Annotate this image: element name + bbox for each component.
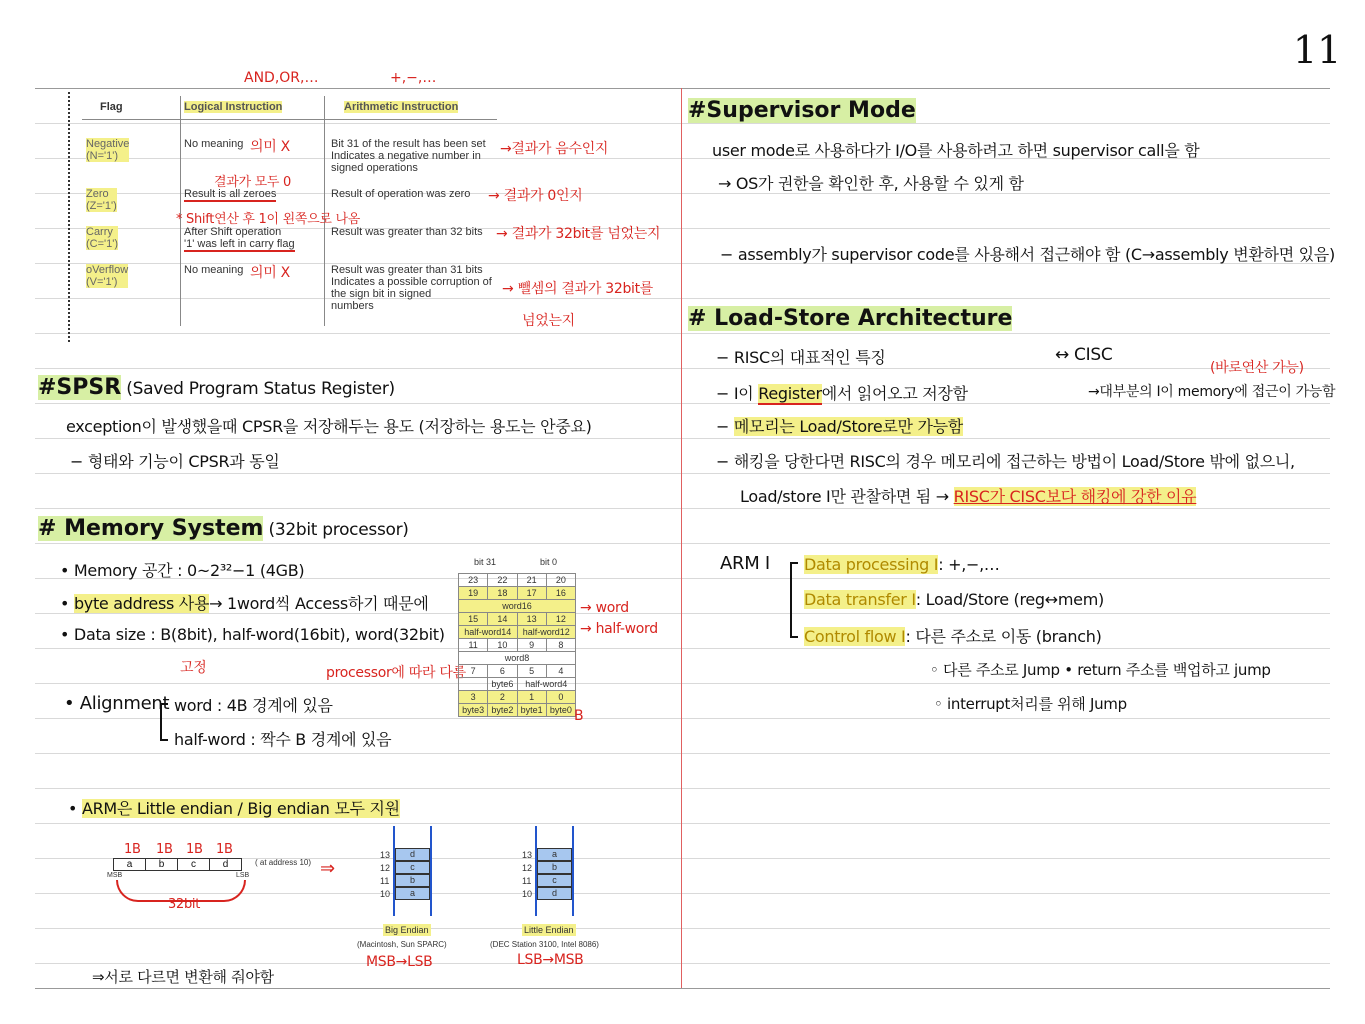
arith-overflow: Result was greater than 31 bits Indicates a possible corruption of the sign bit in signed numbers	[331, 264, 492, 312]
grid-cell: 19	[459, 587, 488, 600]
l5-hl: RISC가 CISC보다 해킹에 강한 이유	[953, 487, 1197, 506]
flag-overflow: oVerflow (V='1')	[86, 264, 129, 288]
left-dotted-line	[68, 92, 70, 342]
grid-row	[459, 678, 576, 691]
grid-cell: 14	[488, 613, 517, 626]
lsb-label: LSB	[236, 872, 250, 879]
header-arith: Arithmetic Instruction	[344, 101, 459, 113]
byte-d: d	[210, 859, 242, 871]
grid-cell: 6	[488, 665, 517, 678]
little-endian-note: LSB→MSB	[517, 952, 584, 968]
address-label: ( at address 10)	[255, 858, 312, 867]
grid-byte0: byte0	[546, 704, 575, 717]
byte-c: c	[178, 859, 210, 871]
little-endian-label: Little Endian	[524, 925, 574, 935]
loadstore-cisc-note: →대부분의 I이 memory에 접근이 가능함	[1088, 384, 1336, 400]
l5-pre: Load/store I만 관찰하면 됨 →	[740, 487, 954, 506]
spsr-line1: exception이 발생했을때 CPSR을 저장해두는 용도 (저장하는 용도는 안중요)	[66, 417, 592, 436]
byte-address-hl: byte address 사용	[73, 594, 210, 613]
annot-plus-minus: +,−,…	[390, 70, 437, 86]
grid-row	[459, 626, 576, 639]
grid-byte2: byte2	[488, 704, 517, 717]
arm-dp	[804, 555, 1000, 574]
little-cell-c: c	[537, 874, 572, 887]
grid-row	[459, 639, 576, 652]
l2-post: 에서 읽어오고 저장함	[821, 384, 968, 403]
spsr-subtitle: (Saved Program Status Register)	[126, 379, 395, 399]
spsr-line2: − 형태와 기능이 CPSR과 동일	[70, 452, 280, 471]
note-neg-arith: →결과가 음수인지	[500, 141, 609, 157]
byte-address-rest: → 1word씩 Access하기 때문에	[209, 594, 429, 613]
flag-carry: Carry (C='1')	[86, 226, 119, 250]
grid-row	[459, 613, 576, 626]
grid-bit31: bit 31	[474, 557, 497, 567]
grid-cell: 23	[459, 574, 488, 587]
big-addr-11: 11	[380, 876, 390, 886]
grid-cell: 20	[546, 574, 575, 587]
memory-bullet-byte	[60, 591, 429, 614]
loadstore-cisc-note-red: (바로연산 가능)	[1210, 360, 1304, 376]
endian-arrow: ⇒	[320, 858, 336, 879]
big-rail-r	[430, 826, 432, 916]
grid-cell: 18	[488, 587, 517, 600]
annot-and-or: AND,OR,…	[244, 70, 319, 86]
memory-bullet-space: • Memory 공간 : 0~2³²−1 (4GB)	[60, 561, 305, 580]
size-1b-a: 1B	[124, 842, 141, 857]
grid-word8: word8	[459, 652, 576, 665]
supervisor-line1: user mode로 사용하다가 I/O를 사용하려고 하면 supervisor call을 함	[712, 141, 1200, 160]
logical-negative: No meaning	[184, 138, 244, 150]
memory-subtitle: (32bit processor)	[268, 520, 409, 540]
memory-heading	[38, 516, 409, 541]
grid-row	[459, 587, 576, 600]
arm-dt	[804, 590, 1104, 609]
endian-conclusion: ⇒서로 다르면 변환해 줘야함	[92, 968, 274, 986]
grid-cell: 3	[459, 691, 488, 704]
big-endian-sub: (Macintosh, Sun SPARC)	[357, 940, 447, 949]
arm-dt-label: Data transfer I	[804, 590, 916, 609]
note-proc-dep: processor에 따라 다름	[326, 665, 466, 681]
big-cell-d: d	[395, 848, 430, 861]
note-fixed: 고정	[180, 660, 207, 676]
big-endian-note: MSB→LSB	[366, 954, 433, 970]
big-addr-13: 13	[380, 850, 391, 860]
little-addr-11: 11	[522, 876, 532, 886]
big-cell-a: a	[395, 887, 430, 900]
header-flag: Flag	[100, 101, 123, 113]
logical-carry: After Shift operation '1' was left in carry flag	[184, 226, 295, 250]
grid-hw12: half-word12	[517, 626, 576, 639]
grid-cell: 8	[546, 639, 575, 652]
loadstore-cisc: ↔ CISC	[1055, 345, 1113, 365]
big-cell-c: c	[395, 861, 430, 874]
big-addr-10: 10	[380, 889, 391, 899]
grid-cell: 22	[488, 574, 517, 587]
grid-cell: 9	[517, 639, 546, 652]
align-label: • Alignment	[64, 693, 170, 714]
little-addr-10: 10	[522, 889, 533, 899]
arm-sub2: ◦ interrupt처리를 위해 Jump	[934, 695, 1127, 713]
note-zero-top: 결과가 모두 0	[214, 175, 291, 190]
grid-word16: word16	[459, 600, 576, 613]
supervisor-line2: → OS가 권한을 확인한 후, 사용할 수 있게 함	[718, 174, 1024, 193]
grid-cell: 0	[546, 691, 575, 704]
supervisor-title: #Supervisor Mode	[688, 98, 916, 123]
note-carry-arith: → 결과가 32bit를 넘었는지	[496, 226, 661, 242]
arith-zero: Result of operation was zero	[331, 188, 471, 200]
note-ovf-arith-1: → 뺄셈의 결과가 32bit를	[502, 281, 654, 297]
little-rail-r	[572, 826, 574, 916]
arm-cf-label: Control flow I	[804, 627, 906, 646]
spsr-title: #SPSR	[38, 375, 122, 400]
arith-carry: Result was greater than 32 bits	[331, 226, 483, 238]
size-1b-b: 1B	[156, 842, 173, 857]
memory-title: # Memory System	[38, 516, 264, 541]
grid-cell: 12	[546, 613, 575, 626]
logical-overflow: No meaning	[184, 264, 244, 276]
align-half: half-word : 짝수 B 경계에 있음	[174, 730, 392, 749]
grid-cell: 17	[517, 587, 546, 600]
arm-dp-label: Data processing I	[804, 555, 939, 574]
flag-zero: Zero (Z='1')	[86, 188, 117, 212]
little-cell-d: d	[537, 887, 572, 900]
memory-grid	[458, 573, 576, 717]
big-endian-diagram	[375, 826, 455, 921]
note-ovf-logical: 의미 X	[250, 265, 290, 281]
grid-byte6: byte6	[488, 678, 517, 691]
supervisor-line3: − assembly가 supervisor code를 사용해서 접근해야 함 (C→assembly 변환하면 있음)	[720, 245, 1335, 264]
align-bracket	[160, 703, 168, 741]
size-1b-d: 1B	[216, 842, 233, 857]
logical-zero: Result is all zeroes	[184, 188, 277, 200]
big-addr-12: 12	[380, 863, 391, 873]
flag-header-row	[82, 96, 497, 120]
grid-hw14: half-word14	[459, 626, 518, 639]
big-endian-label: Big Endian	[385, 925, 429, 935]
little-addr-12: 12	[522, 863, 533, 873]
arm-dt-rest: : Load/Store (reg↔mem)	[915, 590, 1104, 609]
big-cell-b: b	[395, 874, 430, 887]
grid-cell: 21	[517, 574, 546, 587]
byte-a: a	[114, 859, 146, 871]
arm-cf	[804, 624, 1102, 647]
grid-cell: 16	[546, 587, 575, 600]
note-neg-logical: 의미 X	[250, 139, 290, 155]
note-ovf-arith-2: 넘었는지	[522, 313, 575, 329]
loadstore-title: # Load-Store Architecture	[688, 306, 1013, 331]
loadstore-l1: − RISC의 대표적인 특징	[716, 348, 886, 367]
grid-row	[459, 652, 576, 665]
grid-cell: 15	[459, 613, 488, 626]
grid-byte1: byte1	[517, 704, 546, 717]
grid-cell: 11	[459, 639, 488, 652]
size-1b-c: 1B	[186, 842, 203, 857]
l2-pre: − I이	[716, 384, 759, 403]
grid-cell: 10	[488, 639, 517, 652]
l3-hl: 메모리는 Load/Store로만 가능함	[733, 417, 963, 436]
loadstore-l5	[740, 484, 1196, 507]
grid-cell: 1	[517, 691, 546, 704]
center-margin-line	[681, 88, 682, 988]
msb-label: MSB	[107, 872, 123, 879]
grid-cell: 2	[488, 691, 517, 704]
loadstore-l3: − 메모리는 Load/Store로만 가능함	[716, 417, 963, 436]
grid-row	[459, 691, 576, 704]
arm-endian-hl: ARM은 Little endian / Big endian 모두 지원	[81, 799, 400, 818]
grid-row	[459, 704, 576, 717]
grid-blank	[459, 678, 488, 691]
label-32bit: 32bit	[168, 897, 201, 912]
grid-row	[459, 600, 576, 613]
little-endian-diagram	[517, 826, 597, 921]
note-carry-top: * Shift연산 후 1이 왼쪽으로 나옴	[176, 212, 360, 227]
grid-bit0: bit 0	[540, 557, 558, 567]
note-half-word: → half-word	[580, 621, 658, 637]
arm-cf-rest: : 다른 주소로 이동 (branch)	[905, 627, 1102, 646]
little-cell-a: a	[537, 848, 572, 861]
grid-byte3: byte3	[459, 704, 488, 717]
arm-endian-line: • ARM은 Little endian / Big endian 모두 지원	[68, 799, 400, 818]
grid-row	[459, 665, 576, 678]
grid-cell: 7	[459, 665, 488, 678]
memory-bullet-size: • Data size : B(8bit), half-word(16bit), word(32bit)	[60, 625, 445, 644]
grid-cell: 13	[517, 613, 546, 626]
byte-b: b	[146, 859, 178, 871]
l2-register: Register	[758, 384, 822, 403]
bullet-dot: •	[60, 594, 74, 613]
page-number: 11	[1293, 28, 1342, 72]
loadstore-l4: − 해킹을 당한다면 RISC의 경우 메모리에 접근하는 방법이 Load/Store 밖에 없으니,	[716, 452, 1295, 471]
grid-hw4: half-word4	[517, 678, 576, 691]
note-zero-arith: → 결과가 0인지	[488, 188, 583, 204]
arith-negative: Bit 31 of the result has been set Indicates a negative number in signed operations	[331, 138, 486, 174]
little-endian-sub: (DEC Station 3100, Intel 8086)	[490, 940, 599, 949]
little-addr-13: 13	[522, 850, 533, 860]
grid-cell: 4	[546, 665, 575, 678]
arm-dp-rest: : +,−,…	[938, 555, 1000, 574]
grid-cell: 5	[517, 665, 546, 678]
arm-sub1: ◦ 다른 주소로 Jump • return 주소를 백업하고 jump	[930, 661, 1271, 679]
word-bytes	[113, 858, 242, 871]
loadstore-l2	[716, 381, 968, 404]
little-cell-b: b	[537, 861, 572, 874]
word-bytes-row	[114, 859, 242, 871]
flag-negative: Negative (N='1')	[86, 138, 130, 162]
align-word: word : 4B 경계에 있음	[174, 696, 333, 715]
grid-row	[459, 574, 576, 587]
header-logical: Logical Instruction	[184, 101, 283, 113]
arm-label: ARM I	[720, 553, 770, 574]
arm-bracket	[790, 562, 798, 638]
note-b: B	[574, 708, 584, 724]
spsr-heading	[38, 375, 395, 400]
note-word: → word	[580, 600, 629, 616]
